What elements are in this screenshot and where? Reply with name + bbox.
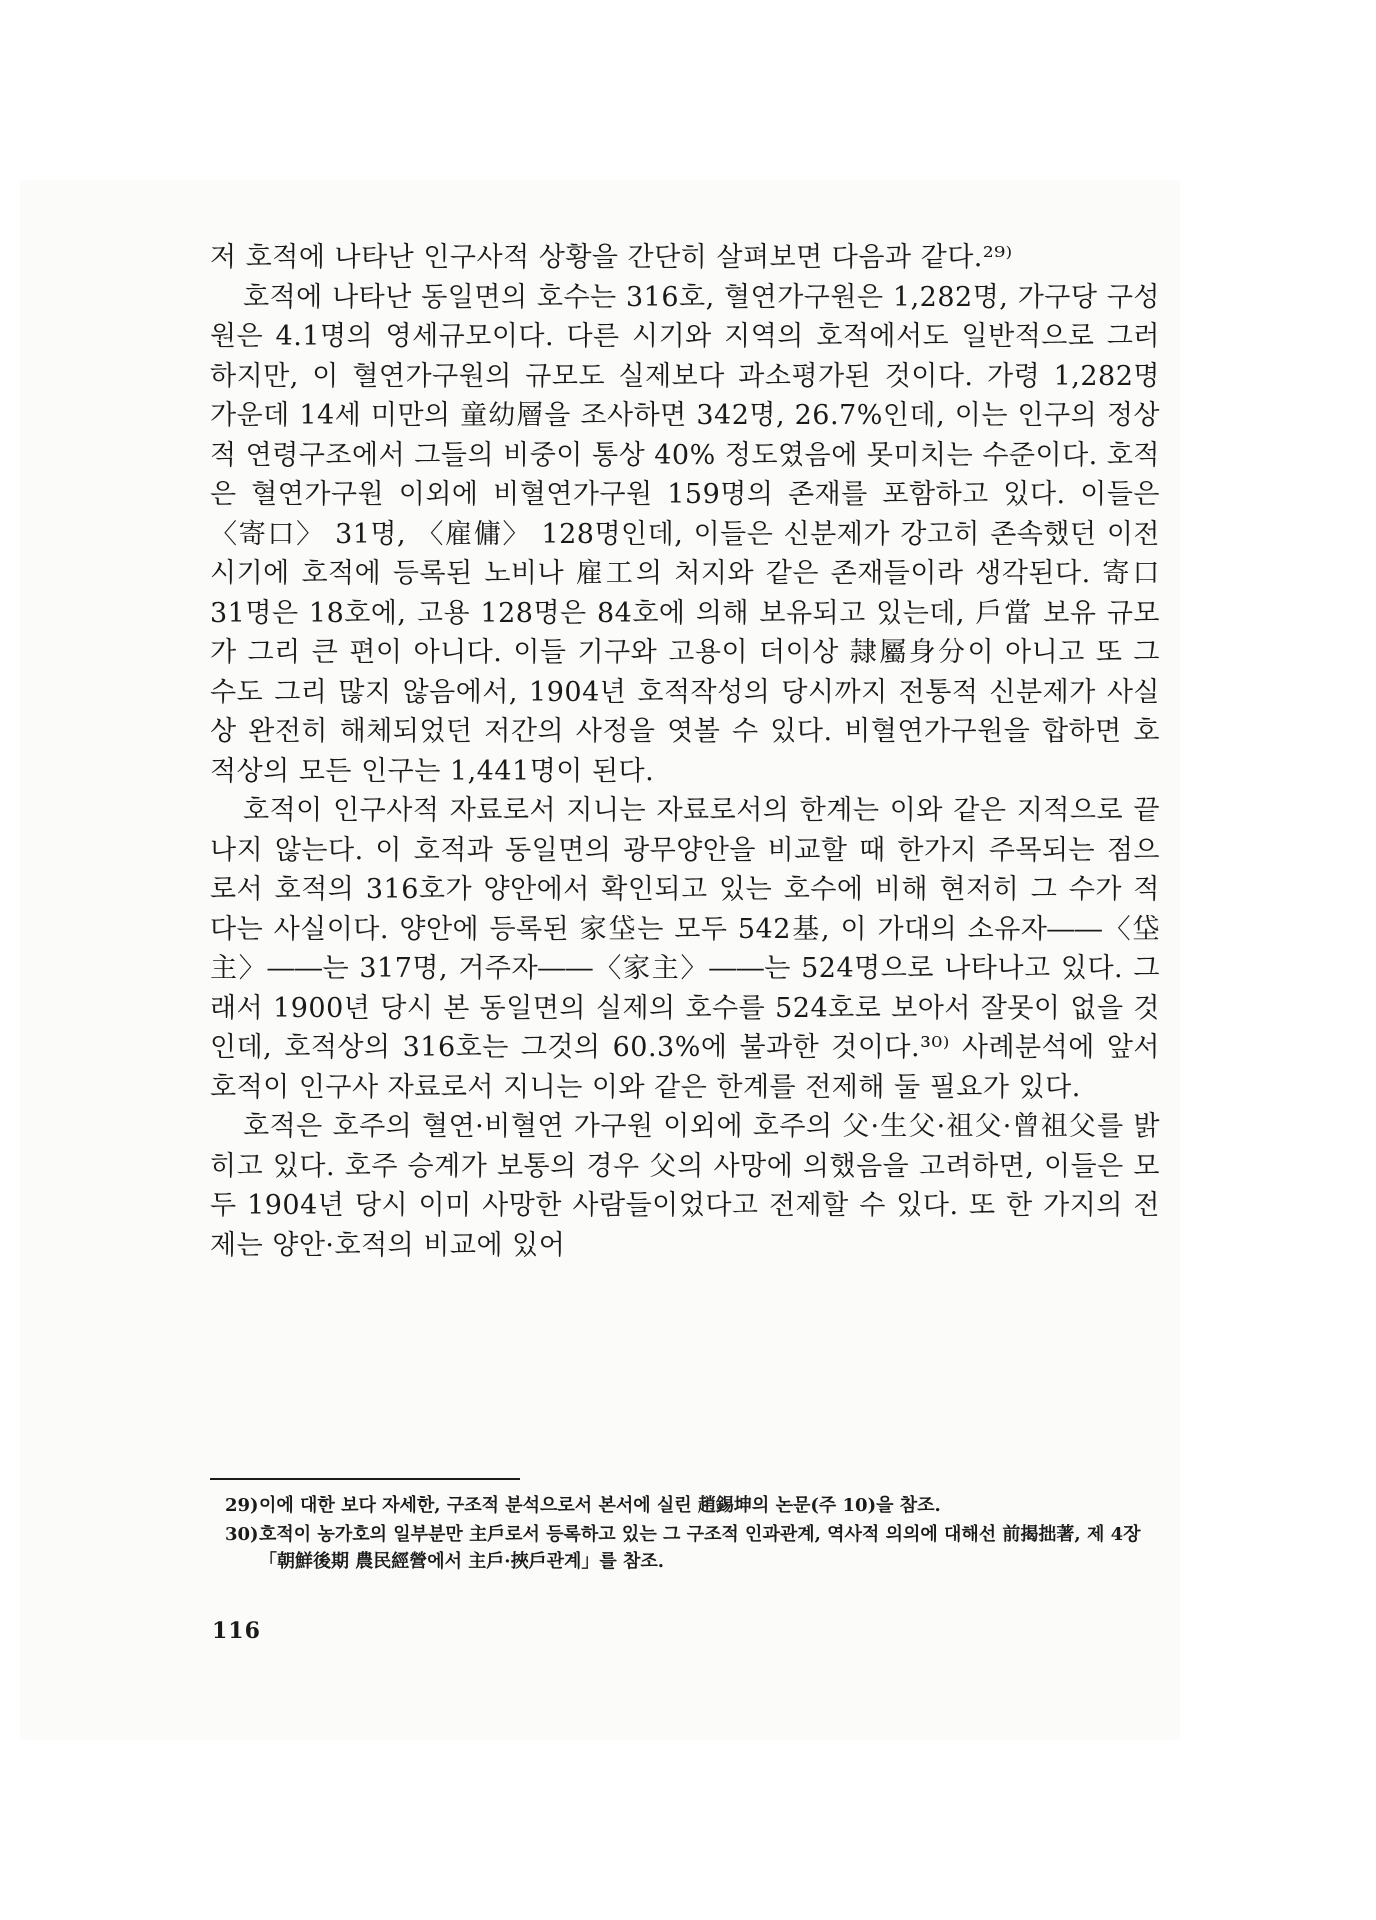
page-number: 116 — [212, 1618, 261, 1644]
footnote-number: 30) — [225, 1524, 259, 1545]
footnote-text: 이에 대한 보다 자세한, 구조적 분석으로서 본서에 실린 趙錫坤의 논문(주 10)을 참조. — [259, 1495, 941, 1516]
footnotes — [225, 1492, 1160, 1577]
footnote-number: 29) — [225, 1495, 259, 1516]
footnote-text: 호적이 농가호의 일부분만 主戶로서 등록하고 있는 그 구조적 인과관계, 역사적 의의에 대해선 前揭拙著, 제 4장 「朝鮮後期 農民經營에서 主戶·挾戶관계」를 참조. — [259, 1524, 1141, 1572]
paragraph: 호적이 인구사적 자료로서 지니는 자료로서의 한계는 이와 같은 지적으로 끝나지 않는다. 이 호적과 동일면의 광무양안을 비교할 때 한가지 주목되는 점으로서 호적의 316호가 양안에서 확인되고 있는 호수에 비해 현저히 그 수가 적다는 사실이다. 양안에 등록된 家垈는 모두 542基, 이 가대의 소유자――〈垈主〉――는 317명, 거주자――〈家主〉――는 524명으로 나타나고 있다. 그래서 1900년 당시 본 동일면의 실제의 호수를 524호로 보아서 잘못이 없을 것인데, 호적상의 316호는 그것의 60.3%에 불과한 것이다.³⁰⁾ 사례분석에 앞서 호적이 인구사 자료로서 지니는 이와 같은 한계를 전제해 둘 필요가 있다. — [210, 795, 1160, 1103]
paragraph: 호적은 호주의 혈연·비혈연 가구원 이외에 호주의 父·生父·祖父·曾祖父를 밝히고 있다. 호주 승계가 보통의 경우 父의 사망에 의했음을 고려하면, 이들은 모두 1904년 당시 이미 사망한 사람들이었다고 전제할 수 있다. 또 한 가지의 전제는 양안·호적의 비교에 있어 — [210, 1111, 1160, 1261]
footnote-30 — [225, 1521, 1160, 1575]
paragraph-continued: 저 호적에 나타난 인구사적 상황을 간단히 살펴보면 다음과 같다.²⁹⁾ — [210, 242, 1013, 273]
body-text — [210, 238, 1160, 1265]
paragraph: 호적에 나타난 동일면의 호수는 316호, 혈연가구원은 1,282명, 가구당 구성원은 4.1명의 영세규모이다. 다른 시기와 지역의 호적에서도 일반적으로 그러하지만, 이 혈연가구원의 규모도 실제보다 과소평가된 것이다. 가령 1,282명 가운데 14세 미만의 童幼層을 조사하면 342명, 26.7%인데, 이는 인구의 정상적 연령구조에서 그들의 비중이 통상 40% 정도였음에 못미치는 수준이다. 호적은 혈연가구원 이외에 비혈연가구원 159명의 존재를 포함하고 있다. 이들은 〈寄口〉 31명, 〈雇傭〉 128명인데, 이들은 신분제가 강고히 존속했던 이전 시기에 호적에 등록된 노비나 雇工의 처지와 같은 존재들이라 생각된다. 寄口 31명은 18호에, 고용 128명은 84호에 의해 보유되고 있는데, 戶當 보유 규모가 그리 큰 편이 아니다. 이들 기구와 고용이 더이상 隷屬身分이 아니고 또 그 수도 그리 많지 않음에서, 1904년 호적작성의 당시까지 전통적 신분제가 사실상 완전히 해체되었던 저간의 사정을 엿볼 수 있다. 비혈연가구원을 합하면 호적상의 모든 인구는 1,441명이 된다. — [210, 281, 1160, 787]
footnote-29 — [225, 1492, 1160, 1519]
footnote-divider — [210, 1478, 520, 1480]
